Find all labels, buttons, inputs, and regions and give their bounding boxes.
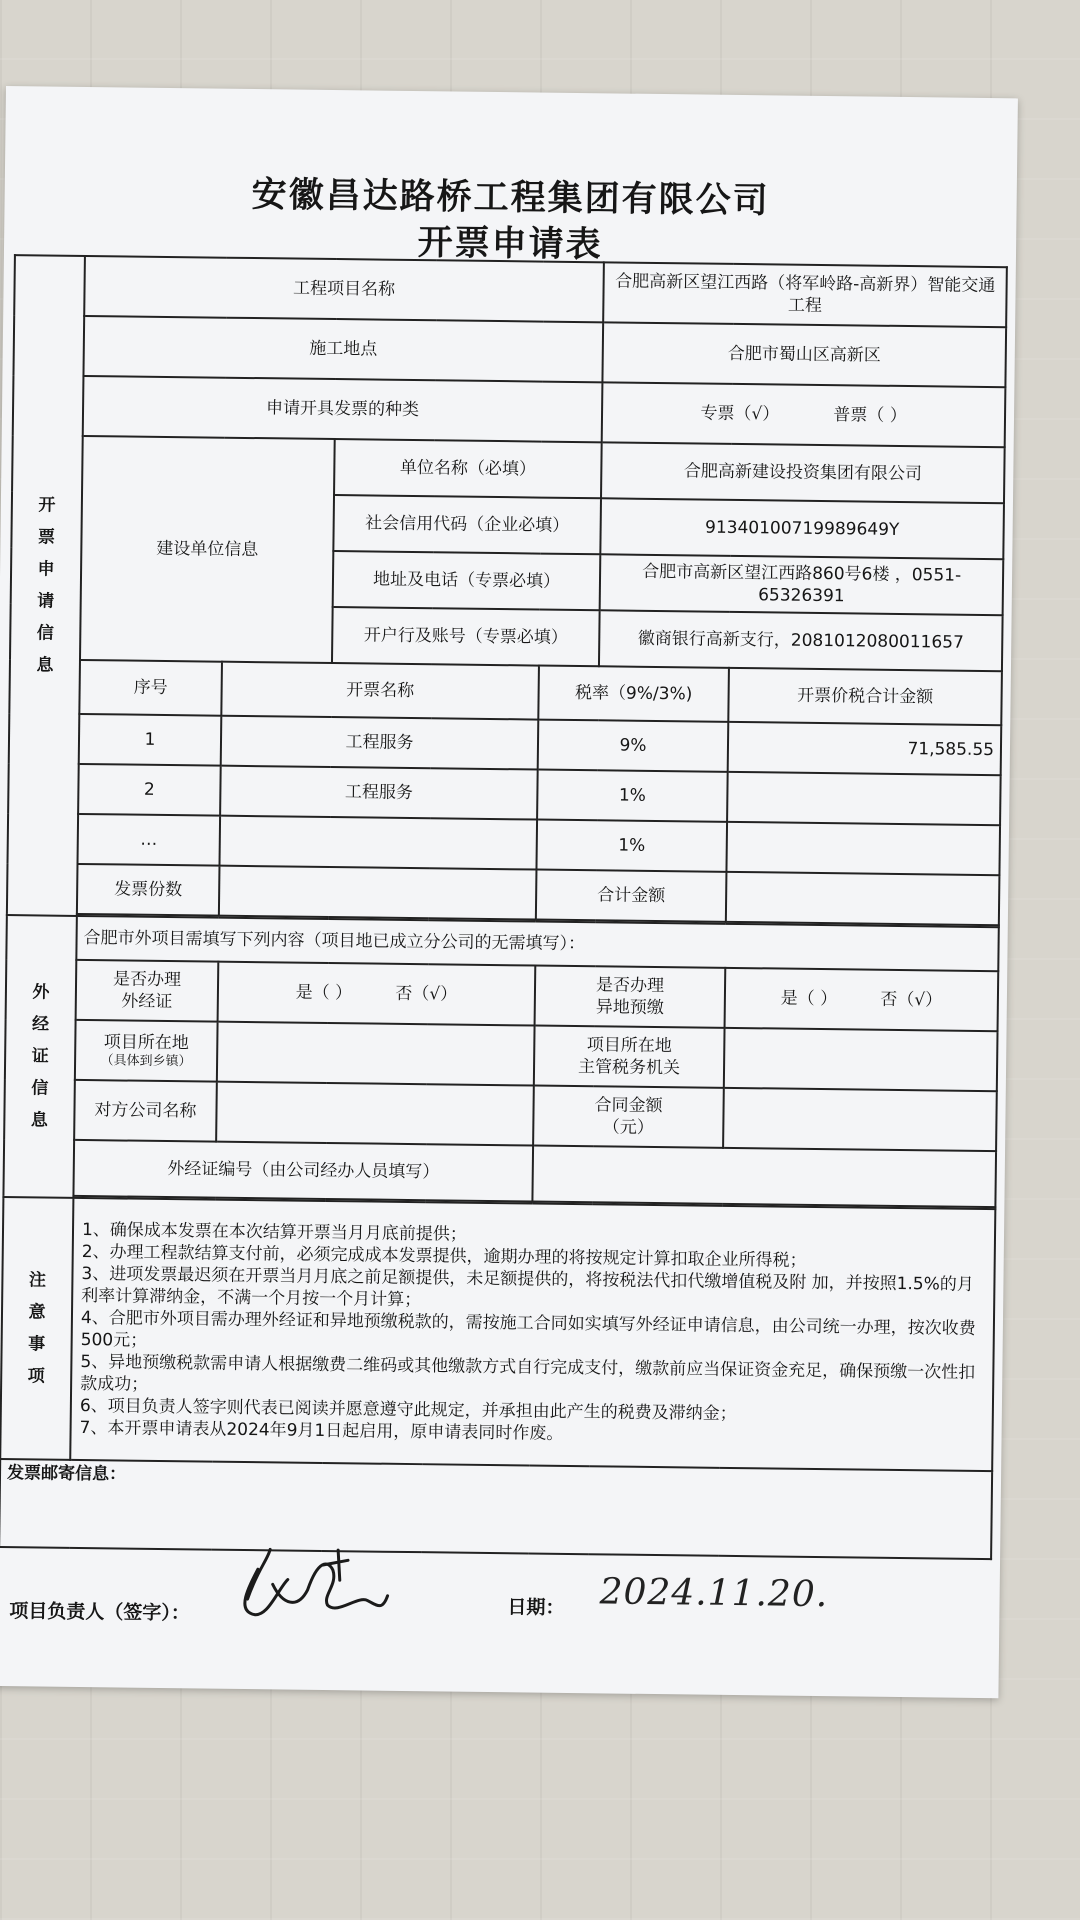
row-rate: 9%: [538, 720, 729, 772]
section-invoice-info: 开 票 申 请 信 息: [7, 255, 85, 916]
project-location-label: [75, 1020, 218, 1082]
date-label: 日期：: [507, 1596, 565, 1619]
bank-label: 开户行及账号（专票必填）: [332, 607, 600, 666]
cert-number-label: 外经证编号（由公司经办人员填写）: [73, 1140, 533, 1202]
contract-amount-line1: 合同金额: [594, 1095, 663, 1117]
invoice-application-form: [0, 86, 1018, 1698]
invoice-type-normal: 普票（ ）: [833, 405, 907, 426]
location-value: 合肥市蜀山区高新区: [602, 322, 1006, 387]
note-item: 2、办理工程款结算支付前，必须完成成本发票提供，逾期办理的将按规定计算扣取企业所得税；: [81, 1241, 807, 1271]
copies-label: 发票份数: [77, 864, 220, 916]
row-no: 1: [79, 714, 222, 766]
total-value: [726, 872, 1000, 925]
tax-office-label: [534, 1026, 725, 1088]
row-amount: [727, 772, 1001, 825]
mail-info: [0, 1459, 992, 1559]
copies-value: [219, 866, 537, 920]
row-name: 工程服务: [220, 766, 538, 820]
row-amount: [727, 822, 1001, 875]
cert-label: [76, 960, 219, 1022]
row-name: [219, 816, 537, 870]
external-intro: 合肥市外项目需填写下列内容（项目地已成立分公司的无需填写）：: [76, 916, 999, 971]
company-title: 安徽昌达路桥工程集团有限公司: [251, 175, 770, 222]
prepay-no: 否（√）: [880, 989, 943, 1011]
note-item: 6、项目负责人签字则代表已阅读并愿意遵守此规定，并承担由此产生的税费及滞纳金；: [79, 1396, 737, 1425]
address-value: 合肥市高新区望江西路860号6楼 ，0551-65326391: [600, 554, 1004, 615]
col-header-no: 序号: [79, 660, 222, 716]
bank-value: 徽商银行高新支行，2081012080011657: [599, 610, 1003, 671]
tax-office-line1: 项目所在地: [586, 1035, 672, 1057]
prepay-yes: 是（ ）: [780, 988, 838, 1010]
prepay-options: [725, 968, 999, 1031]
section-notes: 注 意 事 项: [0, 1197, 73, 1460]
note-item: 3、进项发票最迟须在开票当月月底之前足额提供，未足额提供的，将按税法代扣代缴增值税及附 加，并按照1.5%的月利率计算滞纳金，不满一个月按一个月计算；: [81, 1263, 974, 1310]
row-no: …: [78, 814, 221, 866]
contract-amount-line2: （元）: [602, 1117, 654, 1138]
application-table: [0, 254, 1008, 1560]
project-name-value: 合肥高新区望江西路（将军岭路-高新界）智能交通工程: [603, 262, 1007, 327]
location-label: 施工地点: [83, 316, 603, 382]
address-label: 地址及电话（专票必填）: [333, 551, 601, 610]
counterparty-value: [216, 1082, 534, 1146]
project-location-value: [217, 1022, 535, 1086]
tax-office-line2: 主管税务机关: [577, 1057, 681, 1079]
total-label: 合计金额: [536, 870, 727, 922]
mail-label: 发票邮寄信息：: [6, 1463, 127, 1485]
counterparty-label: 对方公司名称: [74, 1080, 217, 1142]
section-external-cert: 外 经 证 信 息: [3, 915, 76, 1198]
cert-label-line1: 是否办理: [112, 969, 182, 991]
prepay-label-line2: 异地预缴: [595, 997, 664, 1019]
row-rate: 1%: [536, 820, 727, 872]
note-item: 5、异地预缴税款需申请人根据缴费二维码或其他缴款方式自行完成支付，缴款前应当保证资金充足，确保预缴一次性扣款成功；: [80, 1352, 976, 1396]
prepay-label: [535, 966, 726, 1028]
unit-name-label: 单位名称（必填）: [334, 439, 602, 498]
builder-info-label: 建设单位信息: [80, 436, 335, 663]
credit-code-value: 91340100719989649Y: [600, 498, 1004, 559]
project-location-line2: （具体到乡镇）: [100, 1052, 192, 1069]
signature-label: 项目负责人（签字）：: [9, 1600, 191, 1625]
cert-label-line2: 外经证: [121, 991, 173, 1013]
unit-name-value: 合肥高新建设投资集团有限公司: [601, 442, 1005, 503]
invoice-type-special: 专票（√）: [700, 403, 780, 425]
note-item: 7、本开票申请表从2024年9月1日起启用，原申请表同时作废。: [79, 1418, 564, 1445]
cert-options: [218, 962, 536, 1026]
note-item: 4、合肥市外项目需办理外经证和异地预缴税款的，需按施工合同如实填写外经证申请信息，由公司统一办理，按次收费500元；: [80, 1307, 976, 1351]
date-value: 2024.11.20.: [599, 1571, 829, 1616]
contract-amount-label: [533, 1086, 724, 1148]
contract-amount-value: [723, 1088, 997, 1151]
row-no: 2: [78, 764, 221, 816]
col-header-rate: 税率（9%/3%): [538, 666, 729, 722]
cert-yes: 是（ ）: [295, 982, 353, 1004]
invoice-type-label: 申请开具发票的种类: [83, 376, 603, 442]
note-item: 1、确保成本发票在本次结算开票当月月底前提供；: [81, 1219, 467, 1245]
form-title: 开票申请表: [417, 223, 603, 266]
row-amount: 71,585.55: [728, 722, 1002, 775]
credit-code-label: 社会信用代码（企业必填）: [333, 495, 601, 554]
cert-no: 否（√）: [395, 983, 458, 1005]
cert-number-value: [532, 1146, 996, 1208]
handwritten-signature: [227, 1539, 398, 1641]
tax-office-value: [724, 1028, 998, 1091]
row-rate: 1%: [537, 770, 728, 822]
project-name-label: 工程项目名称: [84, 256, 604, 322]
col-header-amount: 开票价税合计金额: [728, 668, 1002, 725]
prepay-label-line1: 是否办理: [595, 975, 665, 997]
invoice-type-options: [602, 382, 1006, 447]
col-header-name: 开票名称: [221, 662, 539, 720]
project-location-line1: 项目所在地: [103, 1031, 189, 1053]
row-name: 工程服务: [221, 716, 539, 770]
notes-list: [70, 1198, 995, 1471]
